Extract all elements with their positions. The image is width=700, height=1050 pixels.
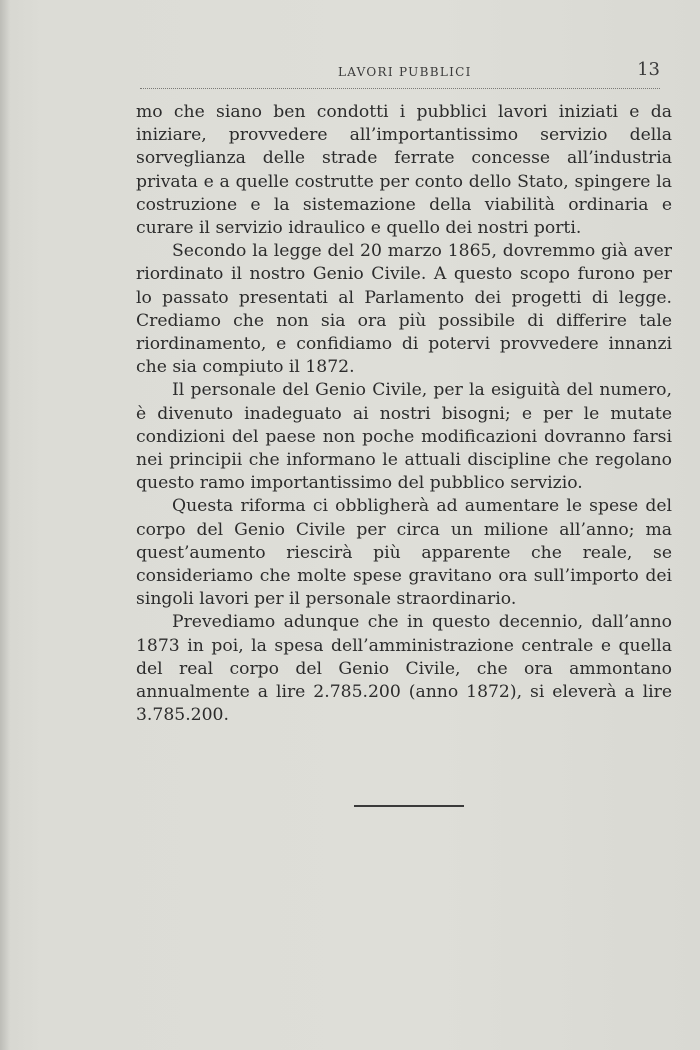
- paragraph-2: Secondo la legge del 20 marzo 1865, dovremmo già aver riordinato il nostro Genio Civile. A questo scopo furono per lo passato presentati al Parlamento dei progetti di legge. Crediamo che non sia ora più possibile di differire tale riordinamento, e confidiamo di potervi provvedere innanzi che sia compiuto il 1872.: [136, 241, 672, 378]
- paragraph-5: Prevediamo adunque che in questo decennio, dall’anno 1873 in poi, la spesa dell’amministrazione centrale e quella del real corpo del Genio Civile, che ora ammontano annualmente a lire 2.785.200 (anno 1872), si eleverà a lire 3.785.200.: [136, 612, 672, 726]
- body-text: [136, 101, 672, 727]
- section-end-rule: [354, 805, 464, 807]
- running-header: [140, 58, 660, 88]
- page-gutter-shadow: [0, 0, 10, 1050]
- page-number: 13: [637, 59, 660, 80]
- running-title: LAVORI PUBBLICI: [338, 65, 472, 79]
- header-rule: [140, 88, 660, 89]
- paragraph-1: mo che siano ben condotti i pubblici lavori iniziati e da iniziare, provvedere all’importantissimo servizio della sorveglianza delle strade ferrate concesse all’industria privata e a quelle costrutte per conto dello Stato, spingere la costruzione e la sistemazione della viabilità ordinaria e curare il servizio idraulico e quello dei nostri porti.: [136, 102, 672, 239]
- paragraph-3: Il personale del Genio Civile, per la esiguità del numero, è divenuto inadeguato ai nostri bisogni; e per le mutate condizioni del paese non poche modificazioni dovranno farsi nei principii che informano le attuali discipline che regolano questo ramo importantissimo del pubblico servizio.: [136, 380, 672, 494]
- paragraph-4: Questa riforma ci obbligherà ad aumentare le spese del corpo del Genio Civile per circa un milione all’anno; ma quest’aumento riescirà più apparente che reale, se consideriamo che molte spese gravitano ora sull’importo dei singoli lavori per il personale straordinario.: [136, 496, 672, 610]
